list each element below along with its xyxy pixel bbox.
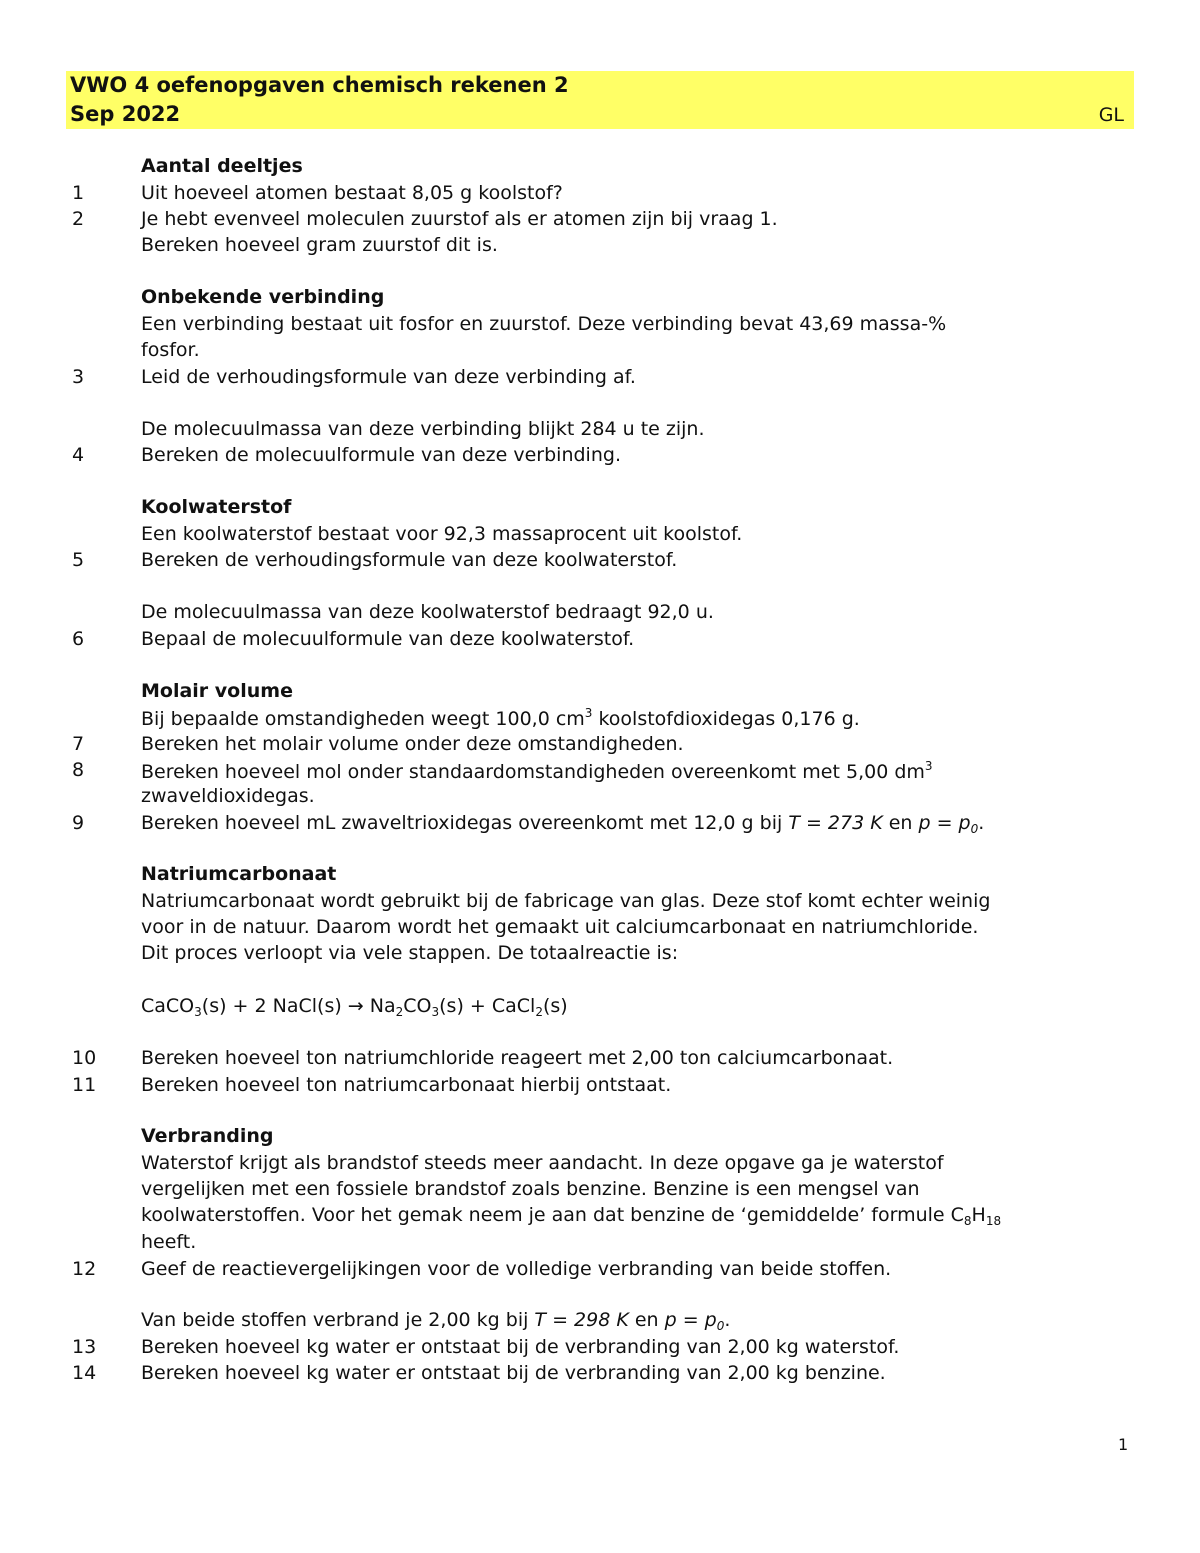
paragraph-text: Een verbinding bestaat uit fosfor en zuurstof. Deze verbinding bevat 43,69 massa-% [141,313,947,335]
header-bar [66,71,1134,129]
heading-verbranding: Verbranding [141,1125,274,1147]
q-num: 10 [72,1047,97,1069]
doc-date: Sep 2022 [70,102,181,126]
question-text: Bereken het molair volume onder deze omstandigheden. [141,733,684,755]
paragraph-text: Waterstof krijgt als brandstof steeds meer aandacht. In deze opgave ga je waterstof [141,1152,944,1174]
paragraph-text: heeft. [141,1231,197,1253]
q-num: 7 [72,733,85,755]
paragraph-text: De molecuulmassa van deze koolwaterstof bedraagt 92,0 u. [141,601,714,623]
paragraph-text: vergelijken met een fossiele brandstof zoals benzine. Benzine is een mengsel van [141,1178,920,1200]
question-text: Bereken hoeveel gram zuurstof dit is. [141,234,498,256]
question-text: Bereken hoeveel mol onder standaardomstandigheden overeenkomt met 5,00 $dm^3$ [141,759,933,783]
q-num: 4 [72,444,85,466]
question-text: Bereken hoeveel kg water er ontstaat bij de verbranding van 2,00 kg waterstof. [141,1336,900,1358]
question-text: Bereken de molecuulformule van deze verbinding. [141,444,621,466]
question-text: Bereken hoeveel mL zwaveltrioxidegas overeenkomt met 12,0 g bij T = 273 K en $p = p_0$. [141,812,985,836]
q-num: 2 [72,208,85,230]
heading-natriumcarbonaat: Natriumcarbonaat [141,863,337,885]
paragraph-text: De molecuulmassa van deze verbinding blijkt 284 u te zijn. [141,418,705,440]
q-num: 12 [72,1258,97,1280]
q-num: 8 [72,759,85,781]
paragraph-text: voor in de natuur. Daarom wordt het gemaakt uit calciumcarbonaat en natriumchloride. [141,916,979,938]
paragraph-text: koolwaterstoffen. Voor het gemak neem je aan dat benzine de ‘gemiddelde’ formule $C_8H_{18}$ [141,1204,1002,1228]
paragraph-text: Bij bepaalde omstandigheden weegt 100,0 $cm^3$ koolstofdioxidegas 0,176 g. [141,706,860,730]
paragraph-text: Dit proces verloopt via vele stappen. De totaalreactie is: [141,942,679,964]
paragraph-text: Natriumcarbonaat wordt gebruikt bij de fabricage van glas. Deze stof komt echter weinig [141,890,991,912]
q-num: 9 [72,812,85,834]
question-text: Je hebt evenveel moleculen zuurstof als er atomen zijn bij vraag 1. [141,208,778,230]
q-num: 1 [72,182,85,204]
heading-aantal-deeltjes: Aantal deeltjes [141,155,303,177]
q-num: 6 [72,628,85,650]
question-text: Bepaal de molecuulformule van deze koolwaterstof. [141,628,635,650]
q-num: 5 [72,549,85,571]
question-text: Bereken hoeveel ton natriumchloride reageert met 2,00 ton calciumcarbonaat. [141,1047,894,1069]
question-text: Leid de verhoudingsformule van deze verbinding af. [141,366,636,388]
paragraph-text: Een koolwaterstof bestaat voor 92,3 massaprocent uit koolstof. [141,523,743,545]
doc-title: VWO 4 oefenopgaven chemisch rekenen 2 [70,73,569,97]
q-num: 11 [72,1074,97,1096]
question-text: Bereken hoeveel kg water er ontstaat bij de verbranding van 2,00 kg benzine. [141,1362,886,1384]
question-text: Bereken de verhoudingsformule van deze koolwaterstof. [141,549,678,571]
question-text: Geef de reactievergelijkingen voor de volledige verbranding van beide stoffen. [141,1258,892,1280]
question-text: Bereken hoeveel ton natriumcarbonaat hierbij ontstaat. [141,1074,672,1096]
reaction-equation: CaCO$_3$(s) + 2 NaCl(s) → $Na_2CO_3(s)$ + CaCl$_2$(s) [141,995,568,1019]
heading-koolwaterstof: Koolwaterstof [141,496,292,518]
question-text: Uit hoeveel atomen bestaat 8,05 g koolstof? [141,182,563,204]
paragraph-text: fosfor. [141,339,200,361]
paragraph-text: Van beide stoffen verbrand je 2,00 kg bij T = 298 K en $p = p_0$. [141,1309,731,1333]
q-num: 14 [72,1362,97,1384]
heading-onbekende-verbinding: Onbekende verbinding [141,286,385,308]
heading-molair-volume: Molair volume [141,680,293,702]
question-text: zwaveldioxidegas. [141,785,315,807]
q-num: 3 [72,366,85,388]
author-initials: GL [1098,104,1124,126]
page-number: 1 [1118,1435,1129,1454]
q-num: 13 [72,1336,97,1358]
